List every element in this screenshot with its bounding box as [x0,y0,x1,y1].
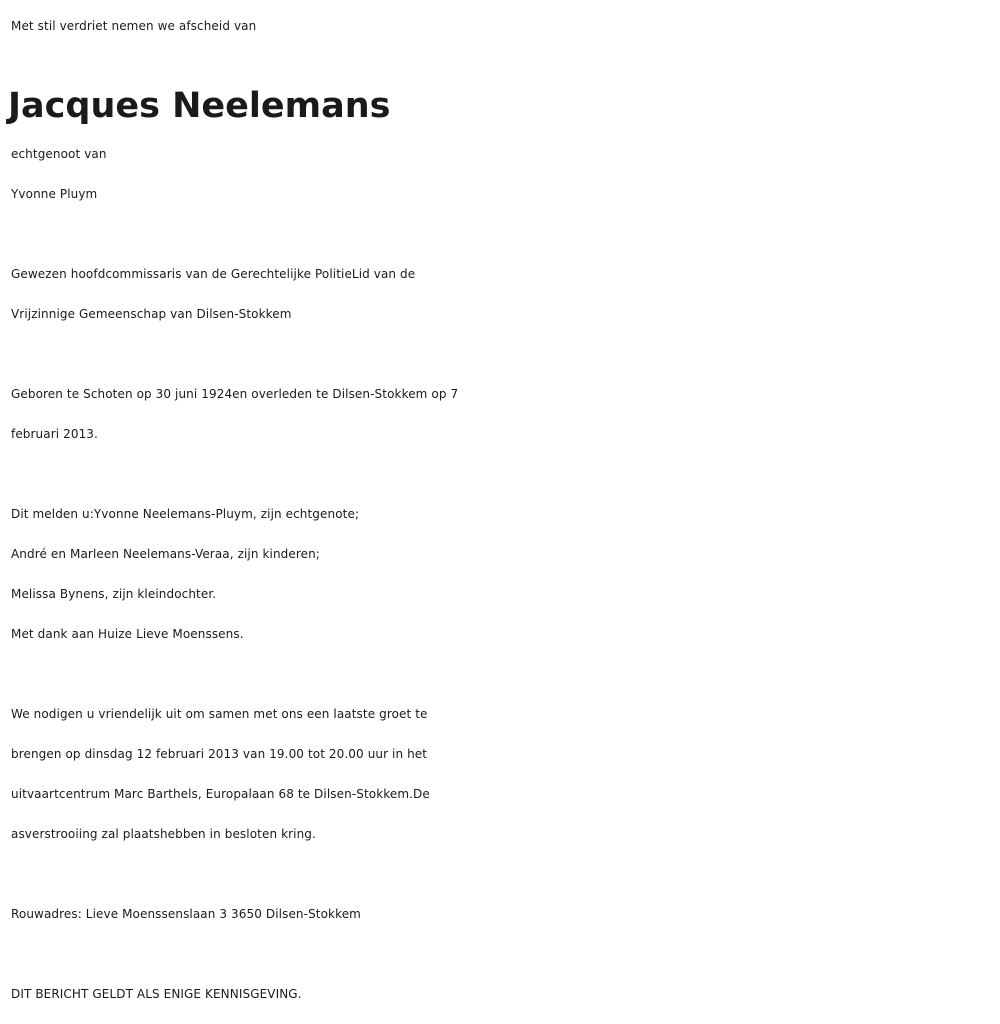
spacer [11,454,991,494]
spouse-line: echtgenoot van [11,147,107,161]
invitation-line: brengen op dinsdag 12 februari 2013 van 19.00 tot 20.00 uur in het [11,747,428,761]
obituary-notice [8,6,991,1014]
family-line: Melissa Bynens, zijn kleindochter. [11,587,217,601]
spacer [11,654,991,694]
family-line: Met dank aan Huize Lieve Moenssens. [11,627,244,641]
mourning-address: Rouwadres: Lieve Moenssenslaan 3 3650 Dilsen-Stokkem [11,907,361,921]
birth-line: Geboren te Schoten op 30 juni 1924en overleden te Dilsen-Stokkem op 7 [11,387,459,401]
deceased-name: Jacques Neelemans [8,86,391,126]
family-line: André en Marleen Neelemans-Veraa, zijn kinderen; [11,547,320,561]
spacer [11,934,991,974]
invitation-line: We nodigen u vriendelijk uit om samen met ons een laatste groet te [11,707,428,721]
spacer [11,334,991,374]
intro-text: Met stil verdriet nemen we afscheid van [11,19,257,33]
spacer [11,854,991,894]
career-line: Gewezen hoofdcommissaris van de Gerechtelijke PolitieLid van de [11,267,416,281]
spacer [11,214,991,254]
career-line: Vrijzinnige Gemeenschap van Dilsen-Stokkem [11,307,292,321]
closing-statement: DIT BERICHT GELDT ALS ENIGE KENNISGEVING. [11,987,302,1001]
spouse-line: Yvonne Pluym [11,187,98,201]
birth-line: februari 2013. [11,427,98,441]
family-line: Dit melden u:Yvonne Neelemans-Pluym, zijn echtgenote; [11,507,360,521]
invitation-line: asverstrooiing zal plaatshebben in besloten kring. [11,827,316,841]
invitation-line: uitvaartcentrum Marc Barthels, Europalaan 68 te Dilsen-Stokkem.De [11,787,430,801]
